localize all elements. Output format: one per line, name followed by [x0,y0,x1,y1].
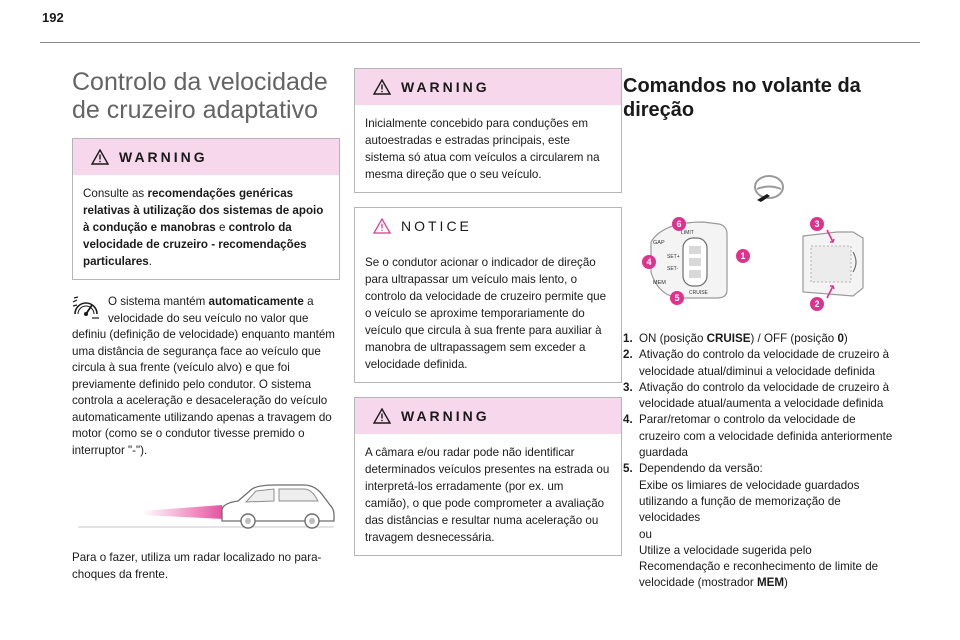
notice-text: Se o condutor acionar o indicador de direção para ultrapassar um veículo mais lento, o controlo da velocidade de cruzeiro permite que o veículo se aproxime temporariamente do veículo que circula à sua frente para auxiliar à manobra de ultrapassagem sem exceder a velocidade definida. [365,256,607,371]
list-item [623,461,895,591]
warning-triangle-icon [373,408,391,424]
warning-label: WARNING [401,408,490,424]
stalk-label-limit: LIMIT [681,230,694,236]
controls-list [623,331,895,592]
warning-text [73,175,339,279]
warning-box-camera [354,397,622,556]
warning-label: WARNING [401,79,490,95]
warning-text: Inicialmente concebido para conduções em autoestradas e estradas principais, este sistema só atua com veículos a circularem na mesma direção que o seu veículo. [365,117,600,181]
radar-car-illustration [72,475,340,533]
radar-paragraph: Para o fazer, utiliza um radar localizado no para-choques da frente. [72,551,322,581]
warning-link-cruise: controlo da velocidade de cruzeiro - recomendações particulares [83,221,307,268]
notice-label: NOTICE [401,218,472,234]
warning-link-recommendations: recomendações genéricas relativas à utilização dos sistemas de apoio à condução e manobras [83,187,324,234]
notice-box-overtaking [354,207,622,383]
stalk-label-mem: MEM [653,280,666,286]
list-item-text: Ativação do controlo da velocidade de cruzeiro à velocidade atual/aumenta a velocidade definida [639,380,890,411]
warning-header [355,398,621,434]
warning-header [73,139,339,175]
warning-text: A câmara e/ou radar pode não identificar determinados veículos presentes na estrada ou interpretá-los erradamente (por ex. um camião), o que pode comprometer a avaliação das distâncias e resultar numa aceleração ou travagem desnecessária. [365,446,610,544]
callout-3: 3 [814,219,820,229]
page-number: 192 [42,10,64,25]
warning-header [355,69,621,105]
callout-2: 2 [814,299,820,309]
left-column [72,68,340,583]
list-item [623,412,895,461]
notice-header [355,208,621,244]
warning-label: WARNING [119,149,208,165]
list-item-number: 4. [623,413,633,427]
section-title-steering-controls: Comandos no volante da direção [623,75,861,121]
callout-5: 5 [674,293,680,303]
right-column [623,68,895,592]
warning-box-motorways [354,68,622,193]
list-item [623,331,895,347]
header-divider [40,42,920,43]
callout-4: 4 [646,257,652,267]
notice-triangle-icon [373,218,391,234]
auto-paragraph-pre: O sistema mantém [108,295,209,308]
list-item-text: Ativação do controlo da velocidade de cruzeiro à velocidade atual/diminui a velocidade definida [639,348,890,378]
list-item-text: ON (posição CRUISE) / OFF (posição 0) [639,332,848,345]
adaptive-cruise-icon [72,294,100,320]
warning-triangle-icon [373,79,391,95]
stalk-label-gap: GAP [653,240,665,246]
stalk-label-set-minus: SET- [667,266,679,272]
callout-6: 6 [676,219,682,229]
warning-text-mid: e [215,221,229,234]
list-item-text: Dependendo da versão: Exibe os limiares de velocidade guardados utilizando a função de memorização de velocidades ou Utilize a velocidade sugerida pelo Recomendação e reconhecimento de limite de velocidade (mostrador MEM) [639,462,879,590]
auto-paragraph-bold: automaticamente [208,295,304,308]
callout-1: 1 [740,251,746,261]
auto-paragraph [72,294,340,459]
section-title-acc: Controlo da velocidade de cruzeiro adaptativo [72,68,328,124]
warning-text-post: . [148,255,152,268]
list-item [623,347,895,380]
steering-wheel-icon [753,174,785,202]
list-item-number: 2. [623,348,633,362]
stalk-label-cruise: CRUISE [689,290,708,296]
warning-triangle-icon [91,149,109,165]
list-item [623,380,895,413]
warning-box-recommendations [72,138,340,280]
list-item-text: Parar/retomar o controlo da velocidade de cruzeiro com a velocidade definida anteriormente guardada [639,413,893,460]
cruise-control-stalk-diagram [623,212,873,312]
stalk-label-set-plus: SET+ [667,254,680,260]
auto-paragraph-post: a velocidade do seu veículo no valor que definiu (definição de velocidade) enquanto mantém uma distância de segurança face ao veículo que circula à sua frente (veículo alvo) e que foi previamente definido pelo condutor. O sistema controla a aceleração e desaceleração do veículo automaticamente utilizando apenas a travagem do motor (como se o condutor tivesse premido o interruptor "-"). [72,295,335,457]
middle-column [354,68,622,570]
warning-text-pre: Consulte as [83,187,148,200]
list-item-number: 3. [623,380,633,394]
list-item-number: 1. [623,332,633,345]
list-item-number: 5. [623,462,633,476]
